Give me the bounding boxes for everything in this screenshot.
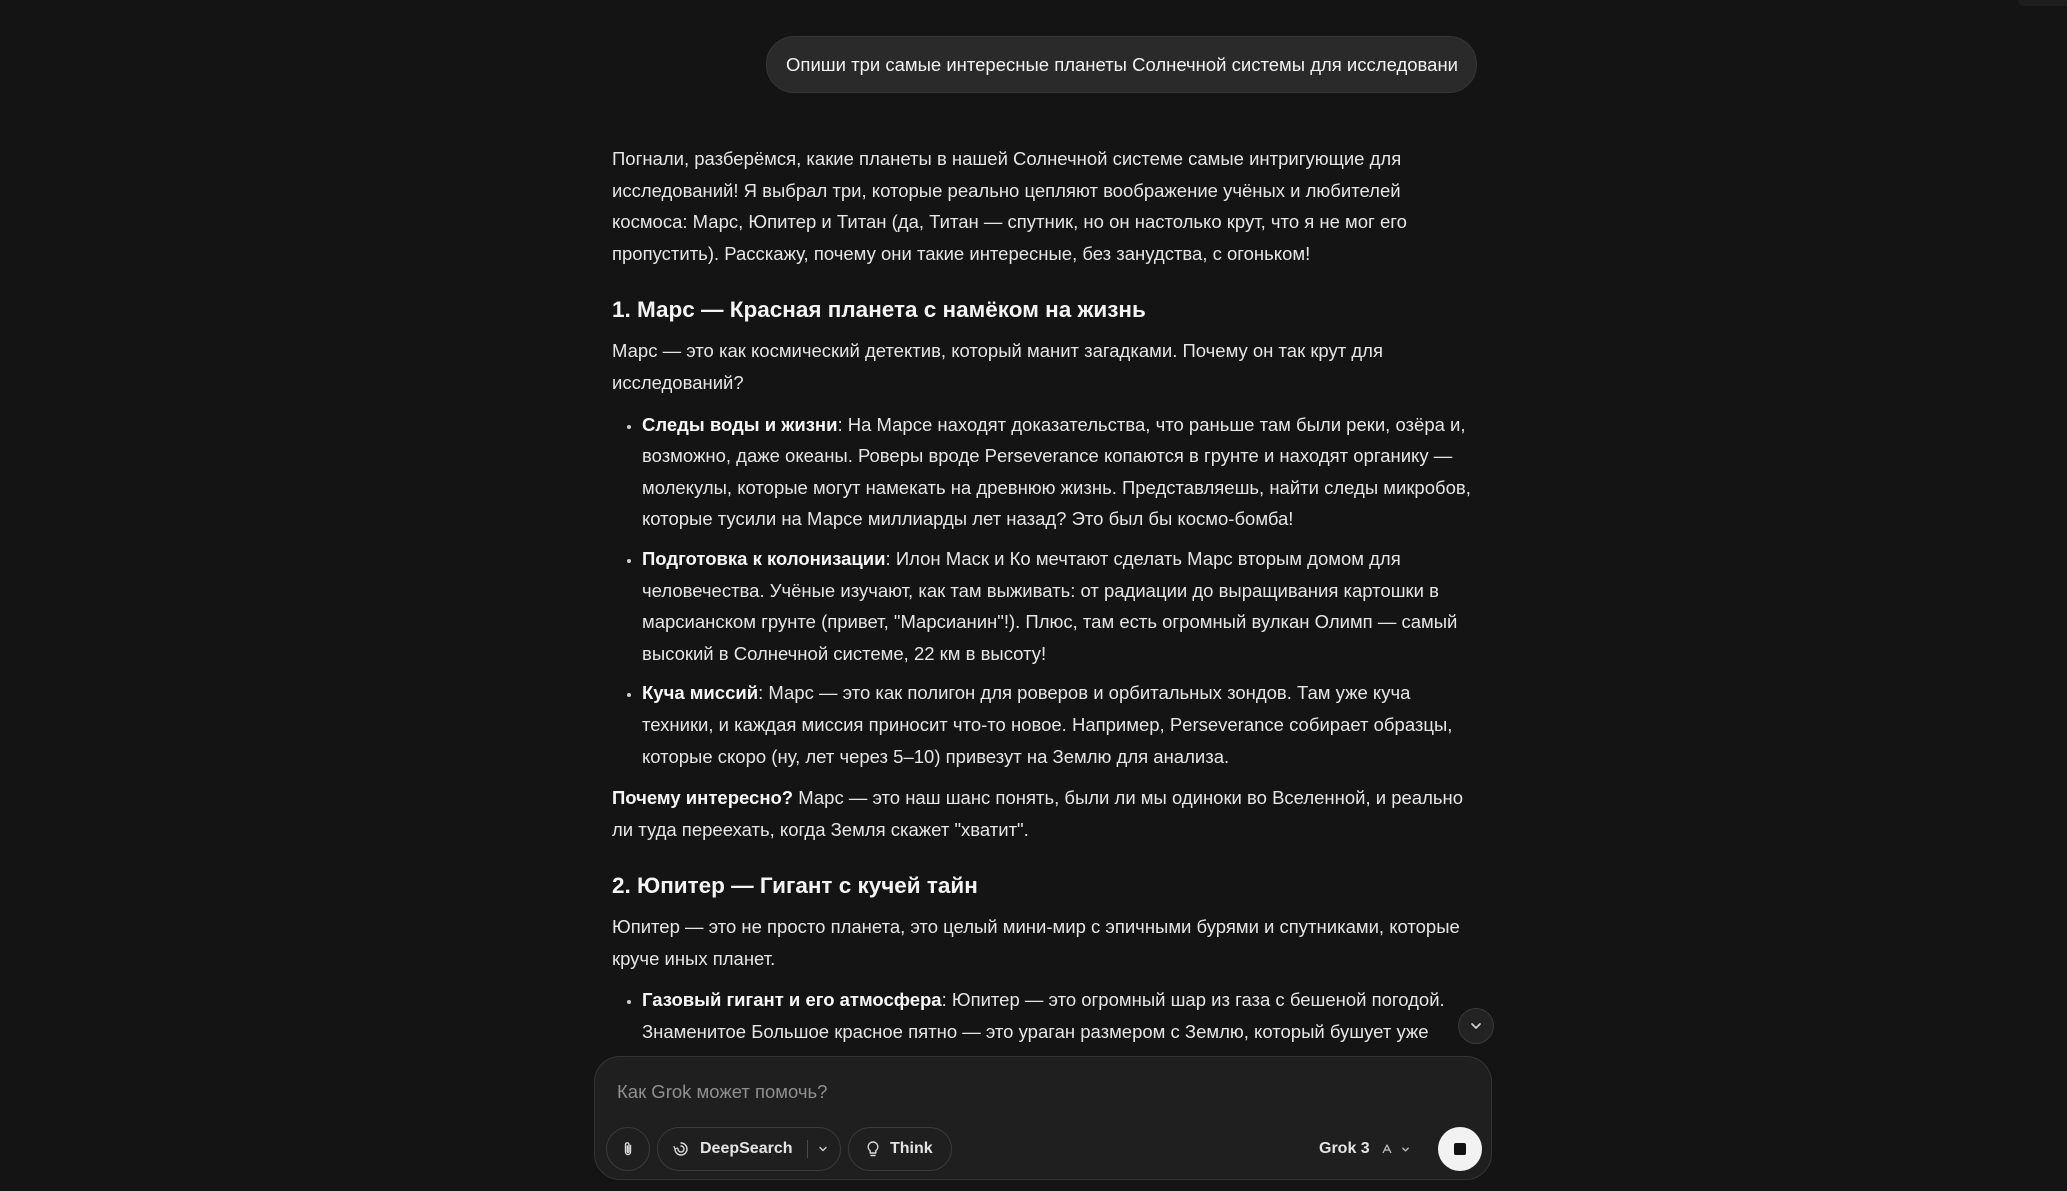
lightbulb-icon [865, 1140, 881, 1158]
section-heading-jupiter: 2. Юпитер — Гигант с кучей тайн [612, 873, 978, 899]
model-mode-icon [1380, 1142, 1394, 1156]
user-message-text: Опиши три самые интересные планеты Солнечной системы для исследовани [786, 54, 1458, 75]
deepsearch-label: DeepSearch [700, 1140, 793, 1157]
section-lead-mars: Марс — это как космический детектив, который манит загадками. Почему он так крут для исследований? [612, 340, 1383, 393]
scroll-to-bottom-button[interactable] [1458, 1008, 1494, 1044]
paperclip-icon [619, 1140, 637, 1158]
bullet-title: Следы воды и жизни [642, 413, 838, 435]
deepsearch-swirl-icon [672, 1140, 690, 1158]
divider [807, 1140, 808, 1158]
user-message-bubble [766, 36, 1477, 93]
model-label: Grok 3 [1319, 1140, 1370, 1157]
chevron-down-icon[interactable] [817, 1143, 829, 1155]
think-button[interactable] [848, 1127, 952, 1171]
summary-title: Почему интересно? [612, 787, 794, 809]
bullet-title: Куча миссий [642, 682, 759, 704]
corner-edge [2018, 0, 2067, 6]
response-intro: Погнали, разберёмся, какие планеты в нашей Солнечной системе самые интригующие для исследований! Я выбрал три, которые реально цепляют воображение учёных и любителей космоса: Марс, Юпитер и Титан (да, Титан — спутник, но он настолько крут, что я не мог его пропустить). Расскажу, почему они такие интересные, без занудства, с огоньком! [612, 148, 1407, 264]
section-heading-mars: 1. Марс — Красная планета с намёком на жизнь [612, 297, 1146, 323]
bullet-text: : Марс — это как полигон для роверов и орбитальных зондов. Там уже куча техники, и каждая миссия приносит что-то новое. Например, Perseverance собирает образцы, которые скоро (ну, лет через 5–10) привезут на Землю для анализа. [642, 682, 1453, 767]
bullet-text: : На Марсе находят доказательства, что раньше там были реки, озёра и, возможно, даже океаны. Роверы вроде Perseverance копаются в грунте и находят органику — молекулы, которые могут намекать на древнюю жизнь. Представляешь, найти следы микробов, которые тусили на Марсе миллиарды лет назад? Это был бы космо-бомба! [642, 413, 1471, 530]
bullet-title: Подготовка к колонизации [642, 547, 886, 569]
prompt-input[interactable] [617, 1081, 1457, 1103]
attach-button[interactable] [606, 1127, 650, 1171]
list-item [642, 677, 1478, 772]
bullet-text: : Илон Маск и Ко мечтают сделать Марс вторым домом для человечества. Учёные изучают, как там выживать: от радиации до выращивания картошки в марсианском грунте (привет, "Марсианин"!). Плюс, там есть огромный вулкан Олимп — самый высокий в Солнечной системе, 22 км в высоту! [642, 547, 1458, 664]
bullet-title: Газовый гигант и его атмосфера [642, 989, 942, 1011]
stop-generation-button[interactable] [1438, 1127, 1482, 1171]
list-item [642, 984, 1478, 1047]
bullet-list-mars [612, 409, 1478, 773]
bullet-list-jupiter [612, 984, 1478, 1047]
list-item [642, 409, 1478, 535]
chat-thread[interactable] [612, 0, 1478, 1050]
message-composer [594, 1056, 1492, 1180]
model-selector[interactable] [1319, 1127, 1411, 1171]
bullet-text: : Юпитер — это огромный шар из газа с бешеной погодой. Знаменитое Большое красное пятно — это ураган размером с Землю, который бушует уже [642, 989, 1445, 1043]
chevron-down-icon [1468, 1018, 1484, 1034]
section-summary-mars [612, 782, 1478, 845]
deepsearch-button[interactable] [657, 1127, 841, 1171]
think-label: Think [890, 1140, 933, 1157]
summary-text: Марс — это наш шанс понять, были ли мы одиноки во Вселенной, и реально ли туда переехать, когда Земля скажет "хватит". [612, 787, 1464, 840]
chevron-down-icon [1400, 1144, 1411, 1155]
assistant-response [612, 143, 1478, 1050]
stop-icon [1454, 1143, 1466, 1155]
section-lead-jupiter: Юпитер — это не просто планета, это целый мини-мир с эпичными бурями и спутниками, которые круче иных планет. [612, 916, 1460, 969]
list-item [642, 543, 1478, 669]
